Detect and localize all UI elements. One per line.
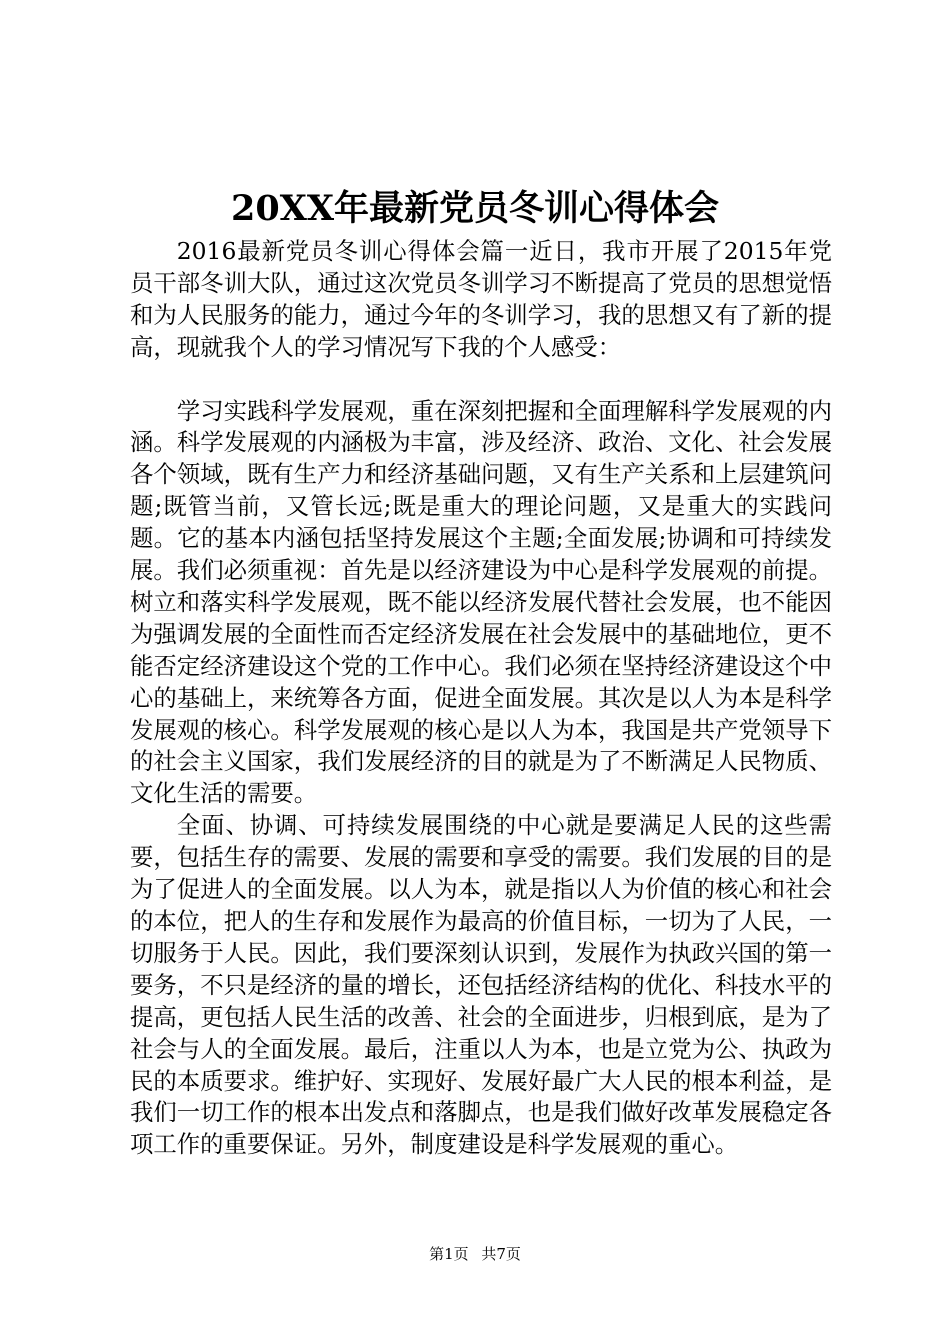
page-footer [0, 1244, 950, 1264]
document-title: 20XX年最新党员冬训心得体会 [230, 188, 720, 229]
document-body [130, 236, 832, 1161]
page-number: 第1页 [429, 1245, 469, 1263]
paragraph-people-oriented: 全面、协调、可持续发展围绕的中心就是要满足人民的这些需要，包括生存的需要、发展的需要和享受的需要。我们发展的目的是为了促进人的全面发展。以人为本，就是指以人为价值的核心和社会的本位，把人的生存和发展作为最高的价值目标，一切为了人民，一切服务于人民。因此，我们要深刻认识到，发展作为执政兴国的第一要务，不只是经济的量的增长，还包括经济结构的优化、科技水平的提高，更包括人民生活的改善、社会的全面进步，归根到底，是为了社会与人的全面发展。最后，注重以人为本，也是立党为公、执政为民的本质要求。维护好、实现好、发展好最广大人民的根本利益，是我们一切工作的根本出发点和落脚点，也是我们做好改革发展稳定各项工作的重要保证。另外，制度建设是科学发展观的重心。 [130, 811, 832, 1159]
page-total: 共7页 [481, 1245, 521, 1263]
paragraph-intro: 2016最新党员冬训心得体会篇一近日，我市开展了2015年党员干部冬训大队，通过这次党员冬训学习不断提高了党员的思想觉悟和为人民服务的能力，通过今年的冬训学习，我的思想又有了新的提高，现就我个人的学习情况写下我的个人感受： [130, 237, 832, 361]
paragraph-scientific-development: 学习实践科学发展观，重在深刻把握和全面理解科学发展观的内涵。科学发展观的内涵极为丰富，涉及经济、政治、文化、社会发展各个领域，既有生产力和经济基础问题，又有生产关系和上层建筑问题;既管当前，又管长远;既是重大的理论问题，又是重大的实践问题。它的基本内涵包括坚持发展这个主题;全面发展;协调和可持续发展。我们必须重视：首先是以经济建设为中心是科学发展观的前提。树立和落实科学发展观，既不能以经济发展代替社会发展，也不能因为强调发展的全面性而否定经济发展在社会发展中的基础地位，更不能否定经济建设这个党的工作中心。我们必须在坚持经济建设这个中心的基础上，来统筹各方面，促进全面发展。其次是以人为本是科学发展观的核心。科学发展观的核心是以人为本，我国是共产党领导下的社会主义国家，我们发展经济的目的就是为了不断满足人民物质、文化生活的需要。 [130, 396, 832, 808]
